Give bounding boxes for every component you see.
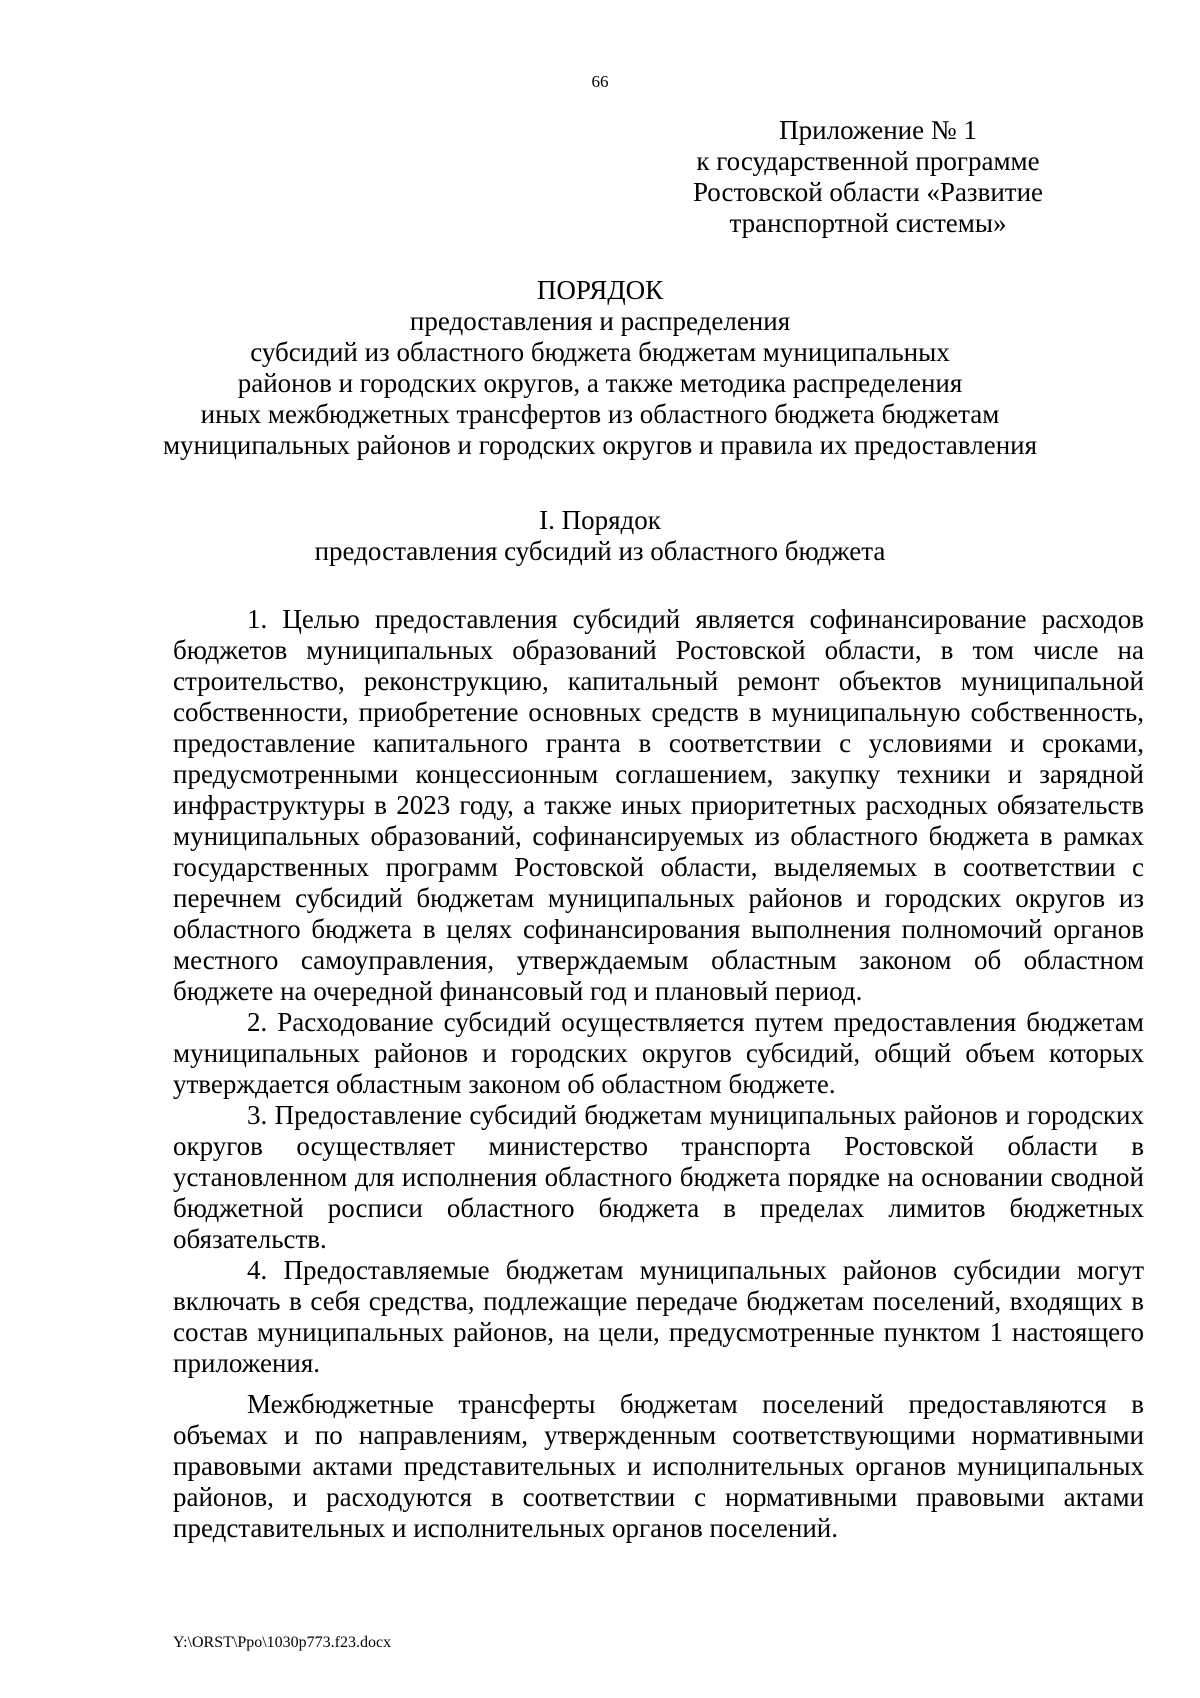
paragraph: 4. Предоставляемые бюджетам муниципальных районов субсидии могут включать в себя средства, подлежащие передаче бюджетам поселений, входящих в состав муниципальных районов, на цели, предусмотренные пунктом 1 настоящего приложения. — [173, 1255, 1144, 1378]
paragraph: 2. Расходование субсидий осуществляется путем предоставления бюджетам муниципальных районов и городских округов субсидий, общий объем которых утверждается областным законом об областном бюджете. — [173, 1007, 1144, 1099]
appendix-line: Приложение № 1 — [779, 115, 977, 145]
footer-file-path: Y:\ORST\Ppo\1030p773.f23.docx — [173, 1634, 392, 1651]
appendix-block — [628, 115, 1108, 239]
document-body — [173, 604, 1144, 1544]
document-title — [0, 275, 1200, 461]
paragraph: 1. Целью предоставления субсидий является софинансирование расходов бюджетов муниципальных образований Ростовской области, в том числе на строительство, реконструкцию, капитальный ремонт объектов муниципальной собственности, приобретение основных средств в муниципальную собственность, предоставление капитального гранта в соответствии с условиями и сроками, предусмотренными концессионным соглашением, закупку техники и зарядной инфраструктуры в 2023 году, а также иных приоритетных расходных обязательств муниципальных образований, софинансируемых из областного бюджета в рамках государственных программ Ростовской области, выделяемых в соответствии с перечнем субсидий бюджетам муниципальных районов и городских округов из областного бюджета в целях софинансирования выполнения полномочий органов местного самоуправления, утверждаемым областным законом об областном бюджете на очередной финансовый год и плановый период. — [173, 604, 1144, 1006]
title-line: муниципальных районов и городских округов и правила их предоставления — [162, 430, 1038, 460]
page-number: 66 — [591, 72, 609, 91]
appendix-line: к государственной программе — [696, 146, 1040, 176]
section-heading: I. Порядок — [539, 505, 661, 535]
paragraph: Межбюджетные трансферты бюджетам поселений предоставляются в объемах и по направлениям, утвержденным соответствующими нормативными правовыми актами представительных и исполнительных органов муниципальных районов, и расходуются в соответствии с нормативными правовыми актами представительных и исполнительных органов поселений. — [173, 1389, 1144, 1543]
title-line: предоставления и распределения — [409, 306, 791, 336]
paragraph-gap — [173, 1379, 1144, 1389]
paragraph: 3. Предоставление субсидий бюджетам муниципальных районов и городских округов осуществляет министерство транспорта Ростовской области в установленном для исполнения областного бюджета порядке на основании сводной бюджетной росписи областного бюджета в пределах лимитов бюджетных обязательств. — [173, 1100, 1144, 1254]
title-line: районов и городских округов, а также методика распределения — [237, 368, 963, 398]
title-line: иных межбюджетных трансфертов из областного бюджета бюджетам — [200, 399, 1000, 429]
section-title — [0, 505, 1200, 567]
appendix-line: Ростовской области «Развитие — [692, 177, 1044, 207]
title-line: субсидий из областного бюджета бюджетам муниципальных — [250, 337, 950, 367]
section-subheading: предоставления субсидий из областного бюджета — [314, 536, 886, 566]
appendix-line: транспортной системы» — [729, 208, 1007, 238]
title-heading: ПОРЯДОК — [536, 275, 664, 305]
